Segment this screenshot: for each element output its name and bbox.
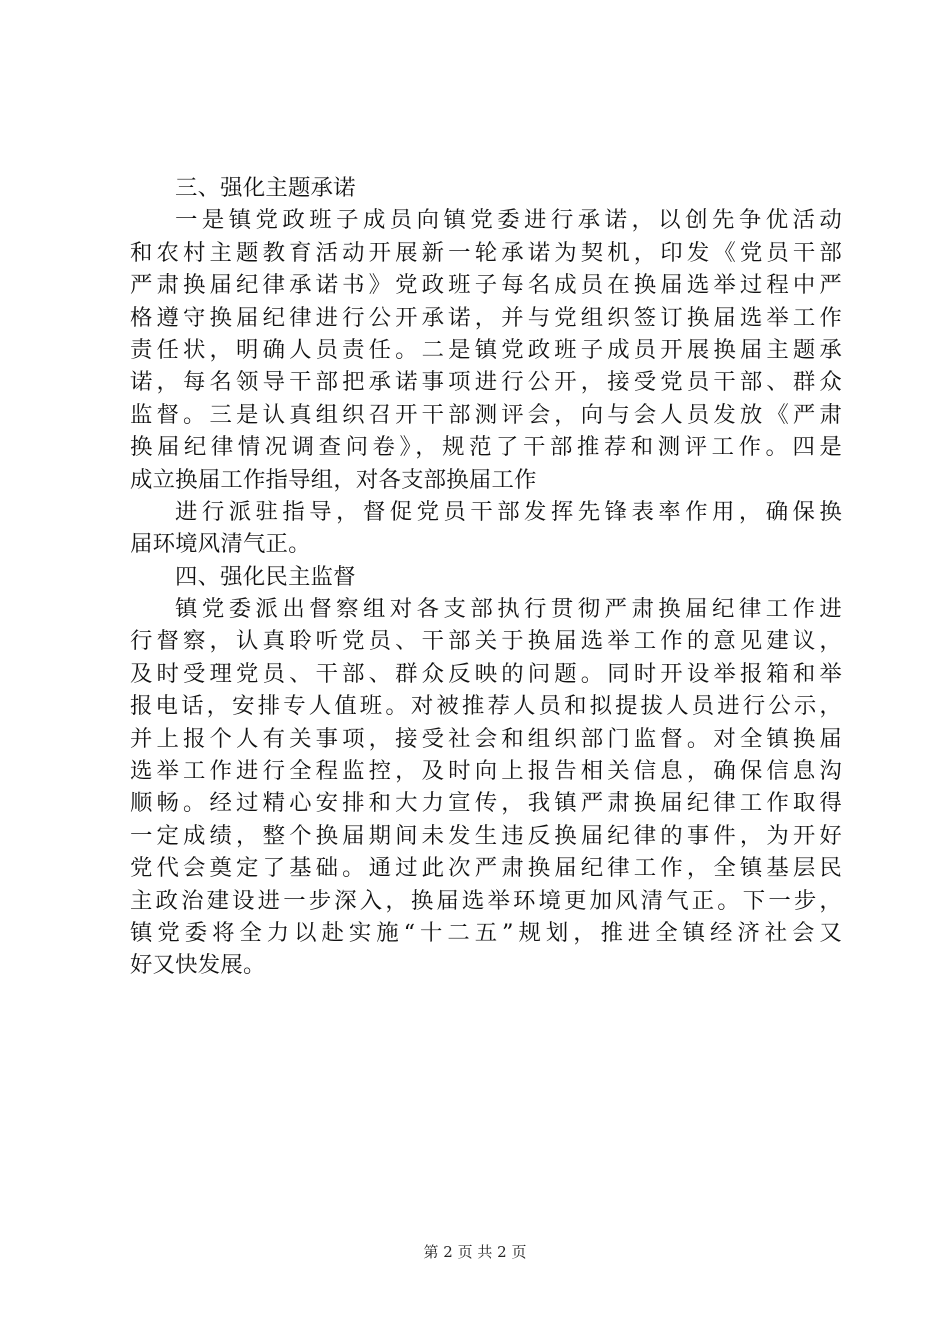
paragraph-line: 严肃换届纪律承诺书》党政班子每名成员在换届选举过程中严 [130, 272, 842, 299]
paragraph-line: 好又快发展。 [130, 952, 266, 979]
section-heading-4: 四、强化民主监督 [175, 563, 356, 590]
paragraph-line: 和农村主题教育活动开展新一轮承诺为契机，印发《党员干部 [130, 239, 842, 266]
paragraph-line: 镇党委将全力以赴实施“十二五”规划，推进全镇经济社会又 [130, 919, 842, 946]
page-number-footer: 第 2 页 共 2 页 [423, 1243, 527, 1261]
paragraph-line: 党代会奠定了基础。通过此次严肃换届纪律工作，全镇基层民 [130, 855, 842, 882]
paragraph-line: 诺，每名领导干部把承诺事项进行公开，接受党员干部、群众 [130, 369, 842, 396]
paragraph-line: 并上报个人有关事项，接受社会和组织部门监督。对全镇换届 [130, 725, 842, 752]
paragraph-line: 进行派驻指导，督促党员干部发挥先锋表率作用，确保换 [175, 498, 842, 525]
paragraph-line: 一是镇党政班子成员向镇党委进行承诺，以创先争优活动 [175, 207, 842, 234]
paragraph-line: 镇党委派出督察组对各支部执行贯彻严肃换届纪律工作进 [175, 596, 842, 623]
paragraph-line: 行督察，认真聆听党员、干部关于换届选举工作的意见建议， [130, 628, 842, 655]
paragraph-line: 选举工作进行全程监控，及时向上报告相关信息，确保信息沟 [130, 758, 842, 785]
paragraph-line: 及时受理党员、干部、群众反映的问题。同时开设举报箱和举 [130, 660, 842, 687]
paragraph-line: 责任状，明确人员责任。二是镇党政班子成员开展换届主题承 [130, 336, 842, 363]
paragraph-line: 一定成绩，整个换届期间未发生违反换届纪律的事件，为开好 [130, 822, 842, 849]
paragraph-line: 成立换届工作指导组，对各支部换届工作 [130, 466, 537, 493]
document-body [130, 172, 842, 982]
paragraph-line: 报电话，安排专人值班。对被推荐人员和拟提拔人员进行公示， [130, 693, 842, 720]
section-heading-3: 三、强化主题承诺 [175, 175, 356, 201]
paragraph-line: 格遵守换届纪律进行公开承诺，并与党组织签订换届选举工作 [130, 304, 842, 331]
paragraph-line: 监督。三是认真组织召开干部测评会，向与会人员发放《严肃 [130, 401, 842, 428]
paragraph-line: 届环境风清气正。 [130, 531, 311, 558]
paragraph-line: 顺畅。经过精心安排和大力宣传，我镇严肃换届纪律工作取得 [130, 790, 842, 817]
paragraph-line: 主政治建设进一步深入，换届选举环境更加风清气正。下一步， [130, 887, 842, 914]
paragraph-line: 换届纪律情况调查问卷》，规范了干部推荐和测评工作。四是 [130, 434, 842, 461]
